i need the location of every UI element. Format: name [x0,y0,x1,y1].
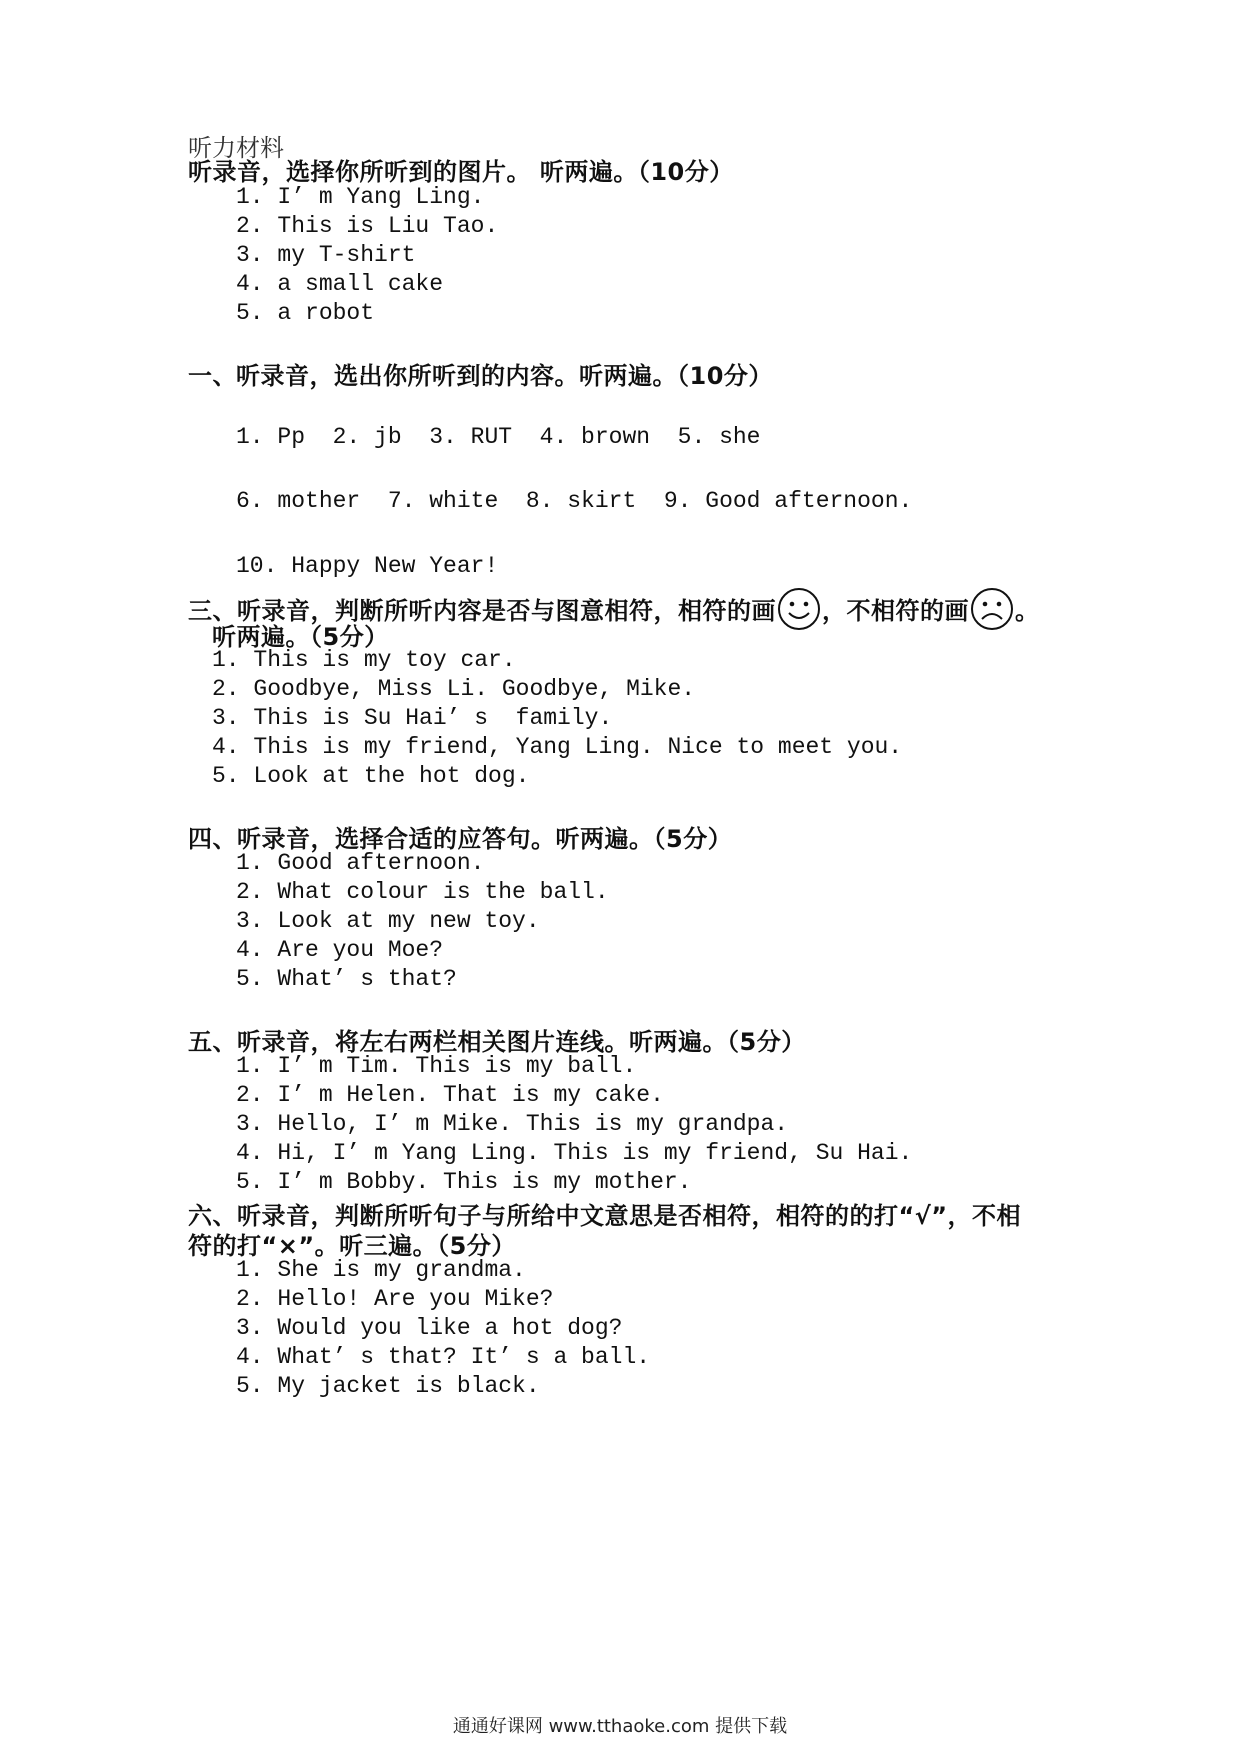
section-6-heading-line2: 符的打“×”。听三遍。（5分） [188,1232,516,1260]
footer: 通通好课网 www.tthaoke.com 提供下载 [452,1716,788,1737]
section-3-item: 1. This is my toy car. [212,647,516,673]
section-5-item: 4. Hi, I’ m Yang Ling. This is my friend, Su Hai. [236,1140,913,1166]
section-4-item: 3. Look at my new toy. [236,908,540,934]
section-1-number: 一、 [188,362,237,390]
section-1-line: 10. Happy New Year! [236,553,499,579]
section-6-item: 5. My jacket is black. [236,1373,540,1399]
section-6-heading-line1: 六、听录音，判断所听句子与所给中文意思是否相符，相符的的打“√”，不相 [188,1202,1022,1230]
smiley-face-icon [776,586,822,638]
section-4-item: 5. What’ s that? [236,966,457,992]
section-6-item: 3. Would you like a hot dog? [236,1315,623,1341]
section-3-item: 4. This is my friend, Yang Ling. Nice to meet you. [212,734,903,760]
section-4-item: 1. Good afternoon. [236,850,485,876]
section-0-item: 2. This is Liu Tao. [236,213,499,239]
section-3-item: 2. Goodbye, Miss Li. Goodbye, Mike. [212,676,696,702]
section-3-item: 5. Look at the hot dog. [212,763,530,789]
section-3-heading-line2: 听两遍。（5分） [212,623,389,651]
section-1-line: 6. mother 7. white 8. skirt 9. Good afternoon. [236,488,913,514]
section-5-item: 1. I’ m Tim. This is my ball. [236,1053,637,1079]
section-6-item: 1. She is my grandma. [236,1257,526,1283]
section-1-heading: 听录音，选出你所听到的内容。听两遍。（10分） [236,362,773,390]
section-0-heading: 听录音，选择你所听到的图片。 听两遍。（10分） [188,158,734,186]
section-3-item: 3. This is Su Hai’ s family. [212,705,613,731]
section-5-heading: 五、听录音，将左右两栏相关图片连线。听两遍。（5分） [188,1028,806,1056]
section-6-item: 4. What’ s that? It’ s a ball. [236,1344,651,1370]
section-3-heading-part-a: 三、听录音，判断所听内容是否与图意相符，相符的画 [188,597,776,625]
section-3-heading-part-b: ，不相符的画 [822,597,969,625]
section-3-heading-part-c: 。 [1015,597,1040,625]
frowning-face-icon [969,586,1015,638]
section-4-heading: 四、听录音，选择合适的应答句。听两遍。（5分） [188,825,733,853]
section-0-item: 3. my T-shirt [236,242,416,268]
section-4-item: 2. What colour is the ball. [236,879,609,905]
section-6-item: 2. Hello! Are you Mike? [236,1286,554,1312]
section-0-item: 1. I’ m Yang Ling. [236,184,485,210]
section-0-item: 5. a robot [236,300,375,326]
section-5-item: 5. I’ m Bobby. This is my mother. [236,1169,692,1195]
section-0-item: 4. a small cake [236,271,444,297]
section-5-item: 2. I’ m Helen. That is my cake. [236,1082,664,1108]
section-1-line: 1. Pp 2. jb 3. RUT 4. brown 5. she [236,424,761,450]
section-5-item: 3. Hello, I’ m Mike. This is my grandpa. [236,1111,789,1137]
section-4-item: 4. Are you Moe? [236,937,444,963]
document-title: 听力材料 [188,134,284,162]
